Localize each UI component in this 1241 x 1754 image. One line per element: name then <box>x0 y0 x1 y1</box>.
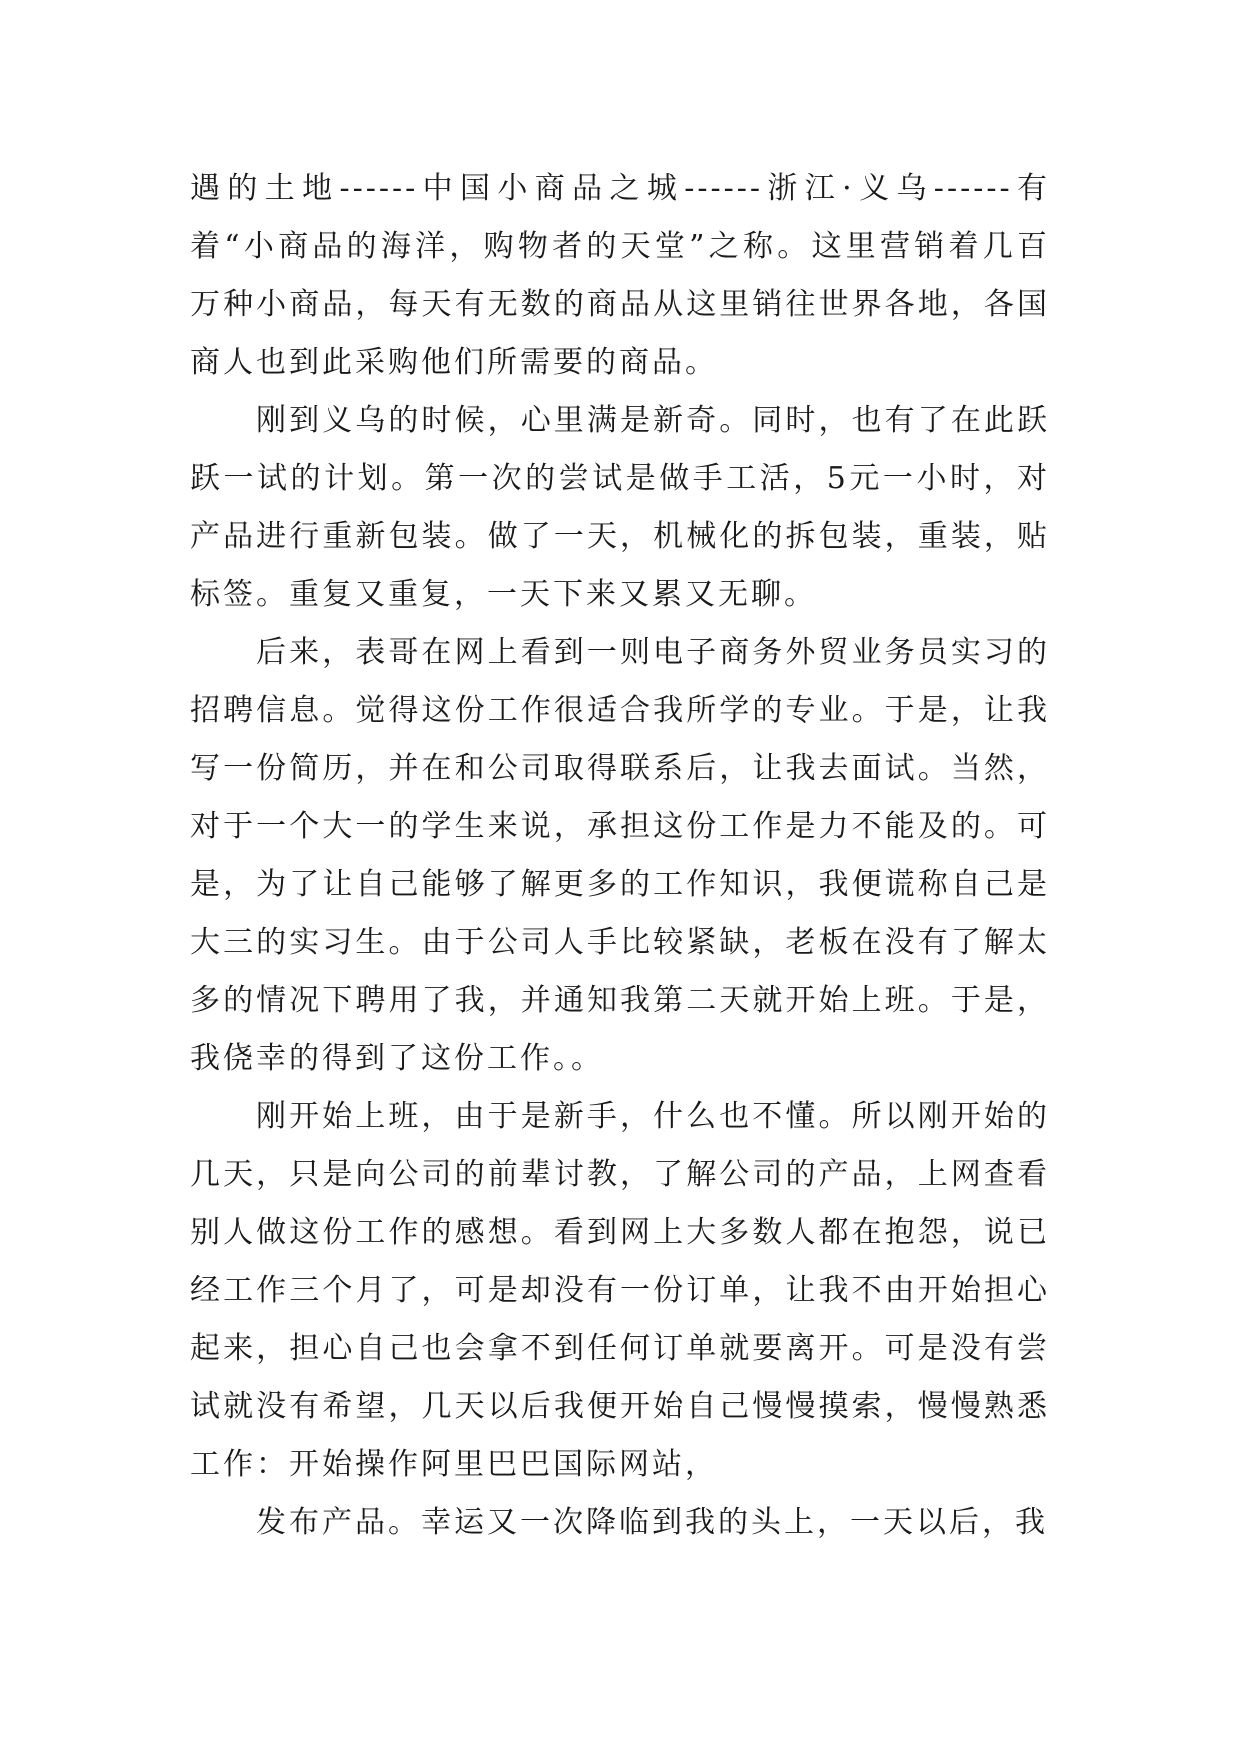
paragraph-5: 发布产品。幸运又一次降临到我的头上，一天以后，我 <box>256 1505 1048 1540</box>
paragraph-2: 刚到义乌的时候，心里满是新奇。同时，也有了在此跃跃一试的计划。第一次的尝试是做手工活，5元一小时，对产品进行重新包装。做了一天，机械化的拆包装，重装，贴标签。重复又重复，一天下来又累又无聊。 <box>190 403 1050 612</box>
paragraph-4: 刚开始上班，由于是新手，什么也不懂。所以刚开始的几天，只是向公司的前辈讨教，了解公司的产品，上网查看别人做这份工作的感想。看到网上大多数人都在抱怨，说已经工作三个月了，可是却没有一份订单，让我不由开始担心起来，担心自己也会拿不到任何订单就要离开。可是没有尝试就没有希望，几天以后我便开始自己慢慢摸索，慢慢熟悉工作：开始操作阿里巴巴国际网站， <box>190 1099 1050 1482</box>
paragraph-1: 遇的土地------中国小商品之城------浙江·义乌------有着“小商品的海洋，购物者的天堂”之称。这里营销着几百万种小商品，每天有无数的商品从这里销往世界各地，各国商人也到此采购他们所需要的商品。 <box>190 171 1050 380</box>
document-body <box>190 160 1050 1552</box>
paragraph-3: 后来，表哥在网上看到一则电子商务外贸业务员实习的招聘信息。觉得这份工作很适合我所学的专业。于是，让我写一份简历，并在和公司取得联系后，让我去面试。当然，对于一个大一的学生来说，承担这份工作是力不能及的。可是，为了让自己能够了解更多的工作知识，我便谎称自己是大三的实习生。由于公司人手比较紧缺，老板在没有了解太多的情况下聘用了我，并通知我第二天就开始上班。于是，我侥幸的得到了这份工作。。 <box>190 635 1050 1076</box>
